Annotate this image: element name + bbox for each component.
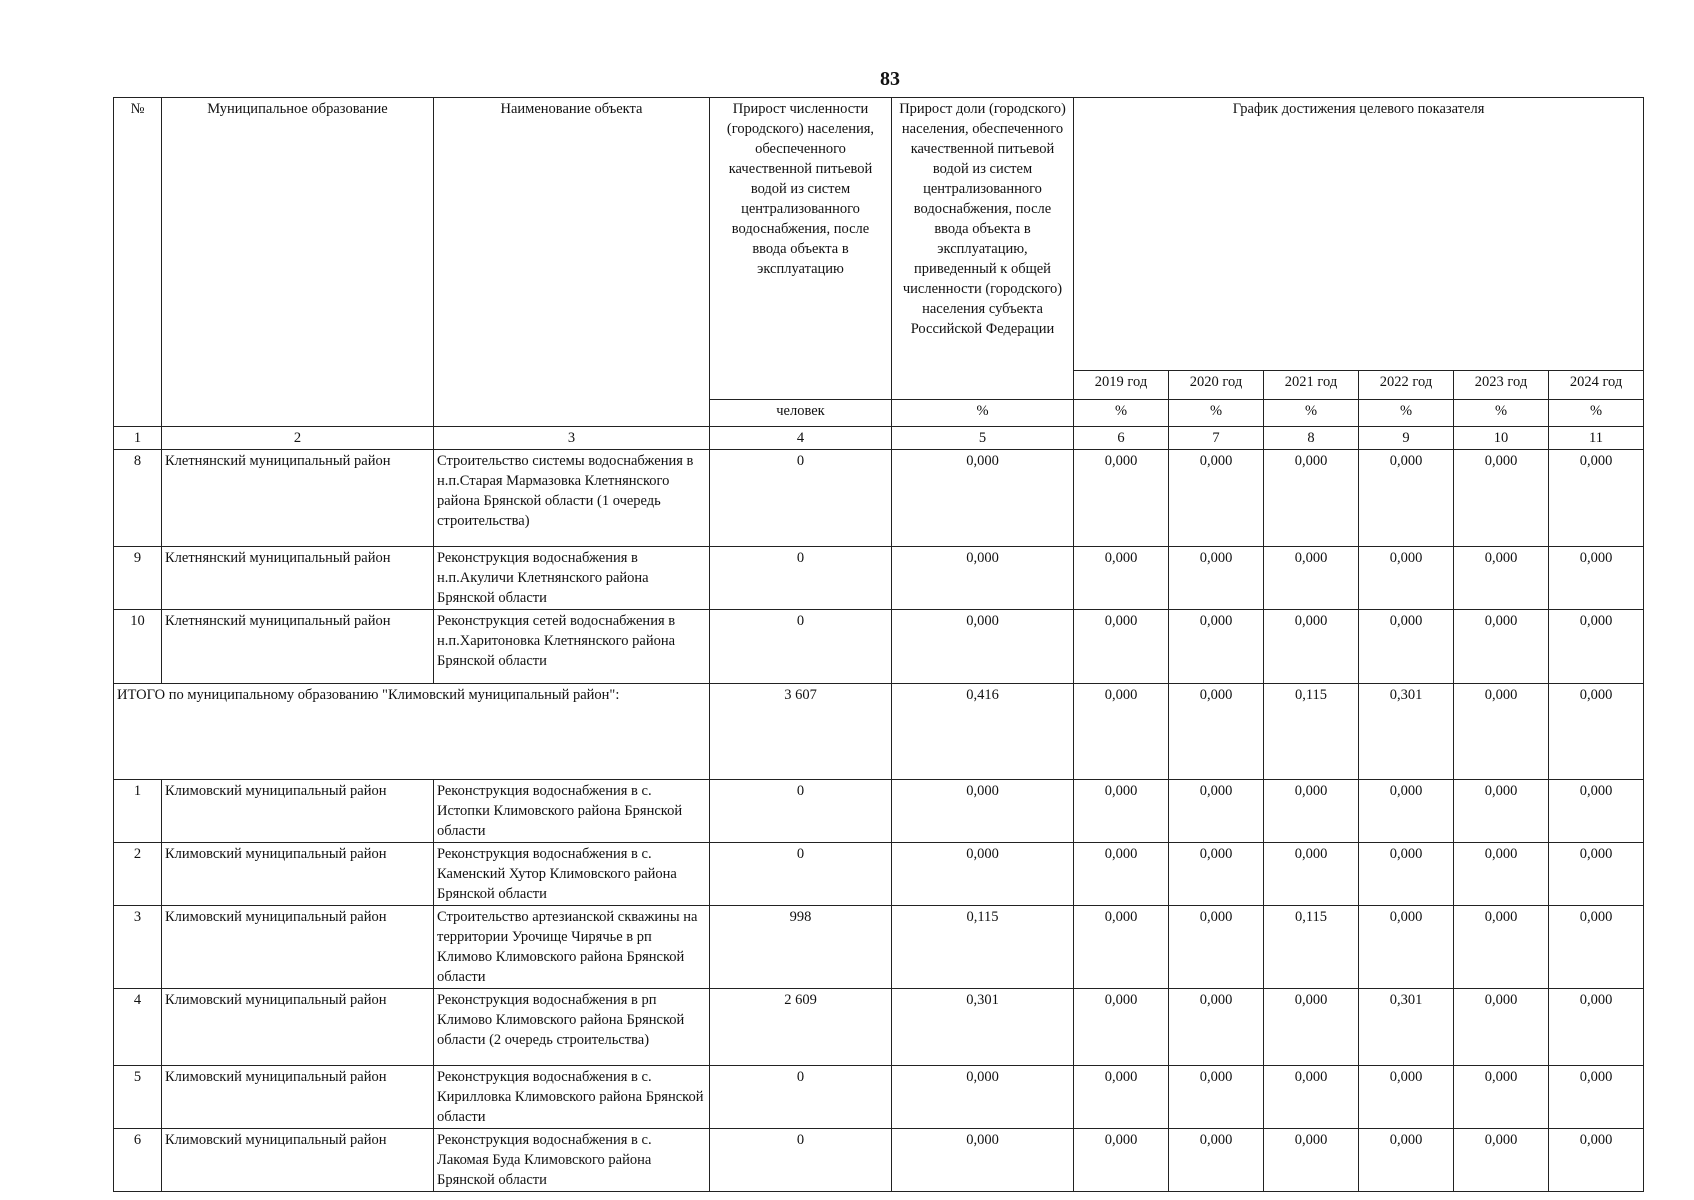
row-year-value: 0,000 xyxy=(1359,780,1454,843)
row-year-value: 0,000 xyxy=(1169,450,1264,547)
unit-percent: % xyxy=(1359,400,1454,427)
row-no: 6 xyxy=(114,1129,162,1192)
header-share-growth: Прирост доли (городского) населения, обеспеченного качественной питьевой водой из систем централизованного водоснабжения, после ввода объекта в эксплуатацию, приведенный к общей численности (городского) населения субъекта Российской Федерации xyxy=(892,98,1074,400)
row-year-value: 0,000 xyxy=(1454,610,1549,684)
total-share: 0,416 xyxy=(892,684,1074,780)
row-year-value: 0,000 xyxy=(1169,1066,1264,1129)
row-year-value: 0,000 xyxy=(1169,906,1264,989)
row-year-value: 0,000 xyxy=(1264,610,1359,684)
unit-percent: % xyxy=(892,400,1074,427)
row-year-value: 0,000 xyxy=(1359,610,1454,684)
column-number: 11 xyxy=(1549,427,1644,450)
row-year-value: 0,000 xyxy=(1264,547,1359,610)
row-year-value: 0,000 xyxy=(1454,989,1549,1066)
row-year-value: 0,000 xyxy=(1454,906,1549,989)
header-municipality: Муниципальное образование xyxy=(162,98,434,427)
row-year-value: 0,000 xyxy=(1264,780,1359,843)
row-year-value: 0,000 xyxy=(1549,547,1644,610)
header-no: № xyxy=(114,98,162,427)
row-year-value: 0,000 xyxy=(1074,547,1169,610)
table-row xyxy=(114,610,1644,684)
row-municipality: Климовский муниципальный район xyxy=(162,1129,434,1192)
row-year-value: 0,000 xyxy=(1549,989,1644,1066)
row-year-value: 0,301 xyxy=(1359,989,1454,1066)
row-year-value: 0,000 xyxy=(1359,1129,1454,1192)
row-year-value: 0,000 xyxy=(1454,1129,1549,1192)
row-year-value: 0,000 xyxy=(1549,906,1644,989)
row-year-value: 0,000 xyxy=(1359,906,1454,989)
row-year-value: 0,000 xyxy=(1074,1129,1169,1192)
column-number: 1 xyxy=(114,427,162,450)
row-share: 0,000 xyxy=(892,780,1074,843)
row-year-value: 0,000 xyxy=(1169,989,1264,1066)
row-year-value: 0,115 xyxy=(1264,906,1359,989)
row-people: 0 xyxy=(710,610,892,684)
row-people: 0 xyxy=(710,780,892,843)
row-municipality: Клетнянский муниципальный район xyxy=(162,610,434,684)
row-municipality: Клетнянский муниципальный район xyxy=(162,450,434,547)
table-row xyxy=(114,906,1644,989)
row-year-value: 0,000 xyxy=(1549,1129,1644,1192)
unit-percent: % xyxy=(1264,400,1359,427)
table-row xyxy=(114,989,1644,1066)
header-year: 2023 год xyxy=(1454,371,1549,400)
page-number: 83 xyxy=(880,68,900,90)
column-number: 9 xyxy=(1359,427,1454,450)
row-year-value: 0,000 xyxy=(1074,843,1169,906)
row-object: Реконструкция водоснабжения в рп Климово Климовского района Брянской области (2 очередь строительства) xyxy=(434,989,710,1066)
row-share: 0,000 xyxy=(892,547,1074,610)
row-people: 0 xyxy=(710,547,892,610)
table-row xyxy=(114,780,1644,843)
row-year-value: 0,000 xyxy=(1264,1066,1359,1129)
total-year-value: 0,000 xyxy=(1169,684,1264,780)
total-year-value: 0,000 xyxy=(1549,684,1644,780)
row-year-value: 0,000 xyxy=(1169,547,1264,610)
header-year: 2021 год xyxy=(1264,371,1359,400)
header-year: 2020 год xyxy=(1169,371,1264,400)
unit-percent: % xyxy=(1074,400,1169,427)
total-people: 3 607 xyxy=(710,684,892,780)
row-municipality: Климовский муниципальный район xyxy=(162,780,434,843)
row-year-value: 0,000 xyxy=(1549,780,1644,843)
row-year-value: 0,000 xyxy=(1454,780,1549,843)
column-number: 3 xyxy=(434,427,710,450)
row-year-value: 0,000 xyxy=(1454,1066,1549,1129)
row-municipality: Климовский муниципальный район xyxy=(162,989,434,1066)
row-no: 2 xyxy=(114,843,162,906)
row-year-value: 0,000 xyxy=(1169,843,1264,906)
total-year-value: 0,000 xyxy=(1074,684,1169,780)
row-year-value: 0,000 xyxy=(1169,610,1264,684)
row-object: Реконструкция водоснабжения в с. Каменский Хутор Климовского района Брянской области xyxy=(434,843,710,906)
column-number: 4 xyxy=(710,427,892,450)
row-no: 3 xyxy=(114,906,162,989)
row-year-value: 0,000 xyxy=(1549,1066,1644,1129)
column-number: 6 xyxy=(1074,427,1169,450)
unit-people: человек xyxy=(710,400,892,427)
row-year-value: 0,000 xyxy=(1549,610,1644,684)
row-year-value: 0,000 xyxy=(1169,1129,1264,1192)
row-people: 0 xyxy=(710,1066,892,1129)
row-year-value: 0,000 xyxy=(1074,610,1169,684)
row-people: 0 xyxy=(710,450,892,547)
row-year-value: 0,000 xyxy=(1074,906,1169,989)
row-no: 4 xyxy=(114,989,162,1066)
row-share: 0,000 xyxy=(892,843,1074,906)
total-row xyxy=(114,684,1644,780)
header-object-name: Наименование объекта xyxy=(434,98,710,427)
row-year-value: 0,000 xyxy=(1359,843,1454,906)
total-label: ИТОГО по муниципальному образованию "Климовский муниципальный район": xyxy=(114,684,710,780)
row-year-value: 0,000 xyxy=(1454,547,1549,610)
row-municipality: Климовский муниципальный район xyxy=(162,1066,434,1129)
row-share: 0,000 xyxy=(892,1066,1074,1129)
row-year-value: 0,000 xyxy=(1359,450,1454,547)
column-number: 2 xyxy=(162,427,434,450)
row-year-value: 0,000 xyxy=(1169,780,1264,843)
row-share: 0,000 xyxy=(892,610,1074,684)
header-population-growth: Прирост численности (городского) населения, обеспеченного качественной питьевой водой из систем централизованного водоснабжения, после ввода объекта в эксплуатацию xyxy=(710,98,892,400)
row-year-value: 0,000 xyxy=(1264,1129,1359,1192)
total-year-value: 0,301 xyxy=(1359,684,1454,780)
row-year-value: 0,000 xyxy=(1074,989,1169,1066)
unit-percent: % xyxy=(1454,400,1549,427)
header-year: 2024 год xyxy=(1549,371,1644,400)
row-object: Реконструкция водоснабжения в с. Лакомая Буда Климовского района Брянской области xyxy=(434,1129,710,1192)
row-year-value: 0,000 xyxy=(1454,450,1549,547)
row-year-value: 0,000 xyxy=(1074,450,1169,547)
row-municipality: Климовский муниципальный район xyxy=(162,843,434,906)
row-year-value: 0,000 xyxy=(1264,989,1359,1066)
table-row xyxy=(114,450,1644,547)
column-number: 7 xyxy=(1169,427,1264,450)
row-year-value: 0,000 xyxy=(1264,843,1359,906)
unit-percent: % xyxy=(1169,400,1264,427)
unit-percent: % xyxy=(1549,400,1644,427)
column-number: 8 xyxy=(1264,427,1359,450)
row-year-value: 0,000 xyxy=(1359,1066,1454,1129)
row-share: 0,000 xyxy=(892,450,1074,547)
row-municipality: Клетнянский муниципальный район xyxy=(162,547,434,610)
row-object: Реконструкция водоснабжения в н.п.Акуличи Клетнянского района Брянской области xyxy=(434,547,710,610)
column-number: 5 xyxy=(892,427,1074,450)
row-share: 0,000 xyxy=(892,1129,1074,1192)
row-year-value: 0,000 xyxy=(1264,450,1359,547)
row-year-value: 0,000 xyxy=(1454,843,1549,906)
table-row xyxy=(114,1129,1644,1192)
table-row xyxy=(114,843,1644,906)
row-object: Строительство артезианской скважины на территории Урочище Чирячье в рп Климово Климовского района Брянской области xyxy=(434,906,710,989)
row-year-value: 0,000 xyxy=(1549,450,1644,547)
row-no: 1 xyxy=(114,780,162,843)
water-supply-table xyxy=(113,97,1644,1192)
row-year-value: 0,000 xyxy=(1549,843,1644,906)
row-people: 0 xyxy=(710,843,892,906)
row-object: Реконструкция водоснабжения в с. Кирилловка Климовского района Брянской области xyxy=(434,1066,710,1129)
header-schedule: График достижения целевого показателя xyxy=(1074,98,1644,371)
row-object: Строительство системы водоснабжения в н.п.Старая Мармазовка Клетнянского района Брянской области (1 очередь строительства) xyxy=(434,450,710,547)
row-municipality: Климовский муниципальный район xyxy=(162,906,434,989)
row-year-value: 0,000 xyxy=(1074,780,1169,843)
row-people: 998 xyxy=(710,906,892,989)
table-row xyxy=(114,547,1644,610)
column-number: 10 xyxy=(1454,427,1549,450)
row-people: 2 609 xyxy=(710,989,892,1066)
total-year-value: 0,000 xyxy=(1454,684,1549,780)
header-year: 2022 год xyxy=(1359,371,1454,400)
row-no: 8 xyxy=(114,450,162,547)
row-year-value: 0,000 xyxy=(1074,1066,1169,1129)
row-people: 0 xyxy=(710,1129,892,1192)
row-object: Реконструкция сетей водоснабжения в н.п.Харитоновка Клетнянского района Брянской области xyxy=(434,610,710,684)
header-year: 2019 год xyxy=(1074,371,1169,400)
row-year-value: 0,000 xyxy=(1359,547,1454,610)
row-no: 10 xyxy=(114,610,162,684)
row-no: 9 xyxy=(114,547,162,610)
row-share: 0,301 xyxy=(892,989,1074,1066)
row-share: 0,115 xyxy=(892,906,1074,989)
row-no: 5 xyxy=(114,1066,162,1129)
row-object: Реконструкция водоснабжения в с. Истопки Климовского района Брянской области xyxy=(434,780,710,843)
table-row xyxy=(114,1066,1644,1129)
total-year-value: 0,115 xyxy=(1264,684,1359,780)
